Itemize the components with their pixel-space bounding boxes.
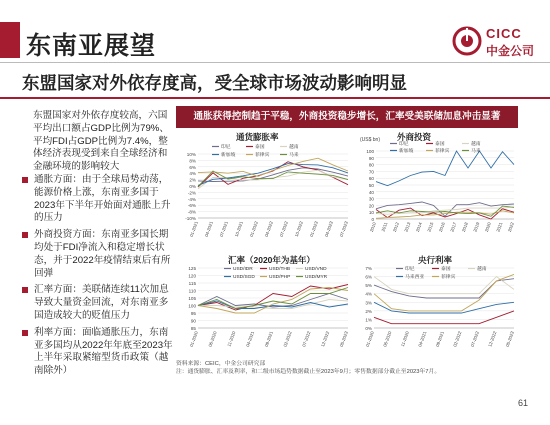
y-tick-label: 2%	[189, 177, 196, 183]
chart-title-inflation: 通货膨胀率	[236, 132, 279, 142]
y-tick-label: 40	[368, 189, 374, 195]
x-tick-label: 10-2021	[233, 220, 244, 238]
legend-label: USD/MYR	[305, 275, 328, 280]
x-tick-label: 04-2021	[417, 330, 428, 348]
legend-label: 菲律宾	[435, 149, 450, 154]
legend-label: 马来西亚	[405, 275, 425, 280]
x-tick-label: 02-2022	[282, 330, 293, 348]
page-number: 61	[517, 398, 528, 408]
legend-label: 新加坡	[221, 153, 236, 158]
y-tick-label: 95	[190, 311, 196, 316]
bullet-text: 通胀方面：由于全球局势动荡，能源价格上涨，东南亚多国于2023年下半年开始面对通胀上升的压力	[34, 174, 171, 224]
y-tick-label: 100	[188, 303, 196, 309]
legend-label: 泰国	[441, 267, 451, 272]
y-tick-label: 85	[190, 326, 196, 331]
y-axis-label: (US$ bn)	[360, 137, 381, 143]
x-tick-label: 05-2023	[338, 330, 349, 348]
y-tick-label: 0%	[365, 326, 372, 331]
x-tick-label: 01-2021	[188, 220, 199, 238]
y-tick-label: 90	[190, 318, 196, 324]
x-tick-label: 11-2020	[399, 330, 410, 348]
y-tick-label: 100	[366, 149, 374, 154]
x-tick-label: 2010	[368, 221, 377, 233]
y-tick-label: -4%	[187, 196, 196, 202]
y-tick-label: 6%	[189, 164, 196, 170]
y-tick-label: 0	[371, 217, 374, 222]
x-tick-label: 07-2023	[338, 220, 349, 238]
legend-label: 马来	[471, 149, 481, 154]
y-tick-label: 2%	[365, 308, 372, 314]
y-tick-label: 125	[188, 266, 196, 271]
x-tick-label: 06-2020	[207, 330, 218, 348]
x-tick-label: 2018	[460, 221, 469, 233]
source-note: 资料来源：CEIC，中金公司研究部	[176, 361, 266, 367]
y-tick-label: 8%	[189, 158, 196, 164]
x-tick-label: 09-2021	[434, 330, 445, 348]
x-tick-label: 2019	[472, 221, 481, 233]
y-tick-label: 60	[368, 176, 374, 182]
x-tick-label: 2015	[426, 221, 435, 233]
y-tick-label: 80	[368, 162, 374, 168]
logo-text-cn: 中金公司	[486, 44, 535, 58]
y-tick-label: 4%	[189, 171, 196, 177]
legend-label: 越南	[477, 267, 487, 272]
y-tick-label: 5%	[365, 283, 372, 289]
y-tick-label: 7%	[365, 266, 372, 271]
legend-label: 马来	[289, 153, 299, 158]
bullet-inflation	[22, 174, 174, 225]
footnotes	[176, 360, 516, 376]
x-tick-label: 01-2023	[308, 220, 319, 238]
x-tick-label: 12-2022	[487, 330, 498, 348]
bullet-fdi	[22, 229, 174, 280]
page-title: 东南亚展望	[26, 32, 157, 60]
x-tick-label: 2014	[414, 221, 423, 233]
y-tick-label: 70	[368, 169, 374, 175]
bullet-square-icon	[22, 287, 28, 293]
legend-label: 越南	[471, 142, 481, 147]
y-tick-label: 0%	[189, 184, 196, 189]
series-line	[374, 302, 514, 313]
y-tick-label: -2%	[187, 190, 196, 196]
chart-title-fdi: 外商投资	[397, 132, 432, 142]
legend-label: 新加坡	[399, 149, 414, 154]
x-tick-label: 07-2022	[301, 330, 312, 348]
legend-label: 泰国	[255, 145, 265, 150]
series-line	[374, 279, 514, 298]
legend-label: 菲律宾	[255, 153, 270, 158]
summary-banner: 通胀获得控制趋于平稳，外商投资稳步增长，汇率受美联储加息冲击显著	[176, 106, 518, 128]
x-tick-label: 2013	[403, 221, 412, 233]
x-tick-label: 2022	[506, 221, 515, 233]
intro-paragraph: 东盟国家对外依存度较高，六国平均出口额占GDP比例为79%、平均FDI占GDP比例为7.4%，整体经济表现受到来自全球经济和金融环境的影响较大	[33, 110, 169, 173]
legend-label: USD/IDR	[233, 267, 253, 272]
y-tick-label: 6%	[365, 274, 372, 280]
legend-label: 印尼	[221, 145, 231, 150]
x-tick-label: 07-2022	[278, 220, 289, 238]
legend-label: 越南	[289, 145, 299, 150]
exchange-rate-chart	[176, 262, 352, 358]
bullet-exchange-rate	[22, 284, 174, 322]
y-tick-label: 90	[368, 155, 374, 161]
bullet-square-icon	[22, 232, 28, 238]
x-tick-label: 2011	[380, 221, 389, 233]
series-line	[376, 151, 514, 186]
legend-label: 泰国	[435, 142, 445, 147]
bullet-square-icon	[22, 177, 28, 183]
legend-label: USD/PHP	[269, 275, 291, 280]
bullet-text: 利率方面：面临通胀压力，东南亚多国均从2022年年底至2023年上半年采取紧缩型货币政策（越南除外）	[34, 326, 173, 377]
legend-label: USD/VND	[305, 267, 327, 272]
y-tick-label: 4%	[365, 291, 372, 297]
y-tick-label: -8%	[187, 209, 196, 215]
y-tick-label: 3%	[365, 300, 372, 306]
y-tick-label: 50	[368, 183, 374, 188]
logo-text-en: CICC	[486, 26, 522, 41]
chart-title-exchange-rate: 汇率（2020年为基年）	[228, 255, 315, 265]
legend-label: 印尼	[399, 142, 409, 147]
x-tick-label: 11-2020	[226, 330, 237, 348]
x-tick-label: 2017	[449, 221, 458, 233]
x-tick-label: 06-2020	[382, 330, 393, 348]
header-divider	[0, 62, 550, 63]
bullet-list	[22, 174, 174, 382]
y-tick-label: -10%	[185, 216, 196, 221]
x-tick-label: 2012	[391, 221, 400, 233]
y-tick-label: 10%	[186, 152, 196, 157]
x-tick-label: 07-2021	[218, 220, 229, 238]
data-note: 注：通货膨胀、汇率及利率，和二级市场趋势数据截止至2023年9月；零售数据部分截止至2023年7月。	[176, 369, 441, 375]
y-tick-label: 105	[188, 296, 196, 301]
x-tick-label: 04-2023	[323, 220, 334, 238]
y-tick-label: 1%	[365, 317, 372, 323]
x-tick-label: 2016	[437, 221, 446, 233]
inflation-chart	[176, 140, 352, 252]
x-tick-label: 04-2021	[244, 330, 256, 348]
bullet-text: 汇率方面：美联储连续11次加息导致大量资金回流，对东南亚多国造成较大的贬值压力	[34, 284, 169, 321]
x-tick-label: 02-2022	[452, 330, 463, 348]
y-tick-label: 20	[368, 203, 374, 209]
legend-label: USD/THB	[269, 267, 291, 272]
x-tick-label: 01-2020	[364, 330, 375, 348]
cicc-logo-icon	[452, 26, 482, 56]
x-tick-label: 2021	[495, 221, 504, 233]
x-tick-label: 07-2022	[469, 330, 480, 348]
fdi-chart	[356, 133, 518, 252]
bullet-text: 外商投资方面：东南亚多国长期均处于FDI净流入和稳定增长状态，并于2022年疫情结束后有所回弹	[34, 229, 171, 279]
x-tick-label: 09-2021	[263, 330, 274, 348]
y-tick-label: 10	[368, 210, 374, 216]
slide-subtitle: 东盟国家对外依存度高，受全球市场波动影响明显	[22, 73, 407, 93]
legend-label: USD/SGD	[233, 275, 255, 280]
x-tick-label: 04-2021	[203, 220, 214, 238]
legend-label: 印尼	[405, 267, 415, 272]
bullet-square-icon	[22, 330, 28, 336]
policy-rate-chart	[356, 262, 518, 358]
legend-label: 菲律宾	[441, 275, 456, 280]
x-tick-label: 10-2022	[293, 220, 304, 238]
subtitle-divider	[0, 97, 550, 99]
x-tick-label: 05-2023	[504, 330, 515, 348]
x-tick-label: 01-2020	[188, 330, 199, 348]
y-tick-label: 120	[188, 273, 196, 279]
title-accent-bar	[0, 22, 20, 58]
bullet-interest-rate	[22, 327, 174, 378]
y-tick-label: 110	[188, 288, 196, 294]
y-tick-label: -6%	[187, 203, 196, 209]
y-tick-label: 30	[368, 196, 374, 202]
x-tick-label: 04-2022	[263, 220, 274, 238]
x-tick-label: 01-2022	[248, 220, 259, 238]
chart-title-policy-rate: 央行利率	[418, 255, 453, 265]
y-tick-label: 115	[188, 281, 196, 286]
cicc-logo	[452, 24, 544, 64]
x-tick-label: 12-2022	[319, 330, 331, 348]
x-tick-label: 2020	[483, 221, 492, 233]
